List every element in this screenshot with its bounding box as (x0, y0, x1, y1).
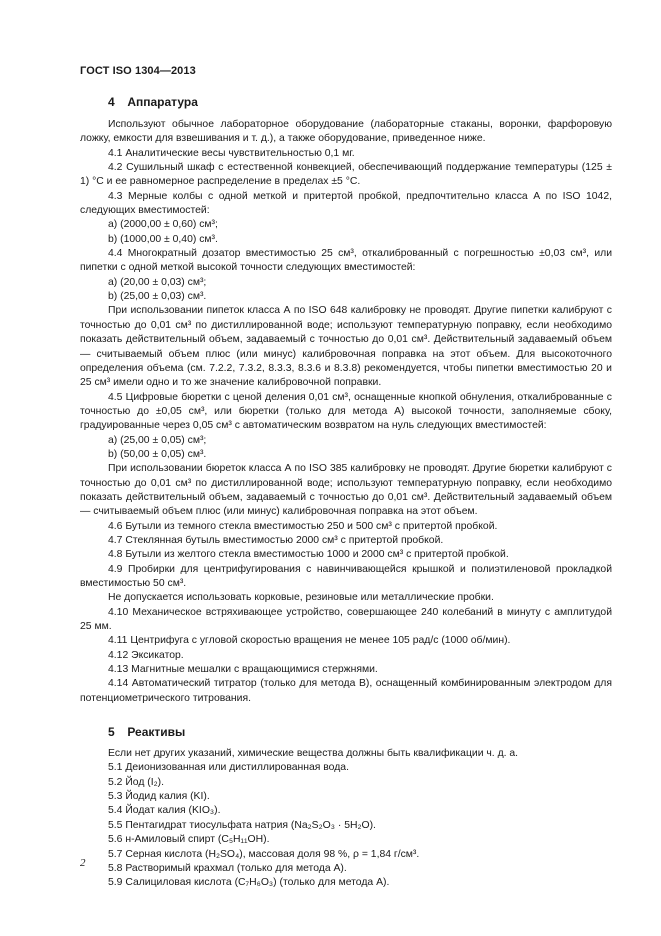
section-5-title: Реактивы (127, 725, 186, 740)
section-4-paragraph: b) (25,00 ± 0,03) см³. (108, 291, 207, 303)
section-5-paragraph: 5.9 Салициловая кислота (C₇H₆O₃) (только для метода А). (108, 877, 390, 889)
section-4-paragraph: 4.13 Магнитные мешалки с вращающимися стержнями. (108, 664, 378, 676)
section-5-body (80, 747, 612, 890)
section-5-number: 5 (108, 725, 115, 740)
section-5-paragraph: 5.8 Растворимый крахмал (только для метода А). (108, 862, 347, 874)
section-4-paragraph: 4.3 Мерные колбы с одной меткой и притертой пробкой, предпочтительно класса А по ISO 1042, следующих вместимостей: (80, 190, 612, 217)
section-4-paragraph: 4.2 Сушильный шкаф с естественной конвекцией, обеспечивающий поддержание температуры (125 ± 1) °С и ее равномерное распределение в пределах ±5 °С. (80, 162, 612, 188)
section-4-paragraph: 4.1 Аналитические весы чувствительностью 0,1 мг. (108, 147, 355, 159)
section-4-paragraph: Не допускается использовать корковые, резиновые или металлические пробки. (108, 592, 494, 604)
section-5-heading (80, 724, 612, 740)
section-4-number: 4 (108, 95, 115, 109)
section-4-paragraph: 4.7 Стеклянная бутыль вместимостью 2000 см³ с притертой пробкой. (108, 534, 444, 546)
section-5-paragraph: 5.3 Йодид калия (KI). (108, 791, 210, 803)
section-4-body (80, 118, 612, 706)
section-4-paragraph: 4.5 Цифровые бюретки с ценой деления 0,01 см³, оснащенные кнопкой обнуления, откалиброванные с точностью до ±0,05 см³, или бюретки (только для метода А) высокой точности, заполняемые сбоку, градуированные через 0,05 см³ с автоматическим возвратом на нуль следующих вместимостей: (80, 391, 612, 432)
section-4-paragraph: При использовании бюреток класса А по ISO 385 калибровку не проводят. Другие бюретки калибруют с точностью до 0,01 см³ по дистиллированной воде; используют температурную поправку, если необходимо показать действительный объем, задаваемый с точностью до 0,01 см³. Действительный задаваемый объем — считываемый объем плюс (или минус) калибровочная поправка на этот объем. (80, 463, 612, 518)
section-4-paragraph: а) (2000,00 ± 0,60) см³; (108, 219, 218, 231)
section-4-paragraph: b) (50,00 ± 0,05) см³. (108, 448, 207, 460)
section-5-paragraph: 5.5 Пентагидрат тиосульфата натрия (Na₂S₂O₃ · 5H₂O). (108, 819, 376, 831)
section-4-paragraph: а) (25,00 ± 0,05) см³; (108, 434, 207, 446)
section-4-title: Аппаратура (127, 95, 198, 109)
section-5-paragraph: 5.4 Йодат калия (KIO₃). (108, 805, 221, 817)
section-4-paragraph: 4.11 Центрифуга с угловой скоростью вращения не менее 105 рад/с (1000 об/мин). (108, 635, 511, 647)
section-4-paragraph: Используют обычное лабораторное оборудование (лабораторные стаканы, воронки, фарфоровую ложку, емкости для взвешивания и т. д.), а также оборудование, приведенное ниже. (80, 119, 612, 145)
section-5-paragraph: 5.6 н-Амиловый спирт (C₅H₁₁OH). (108, 834, 270, 846)
section-4-paragraph: При использовании пипеток класса А по ISO 648 калибровку не проводят. Другие пипетки калибруют с точностью до 0,01 см³ по дистиллированной воде; используют температурную поправку, если необходимо показать действительный объем, задаваемый с точностью до 0,01 см³. Действительный задаваемый объем — считываемый объем плюс (или минус) калибровочная поправка на этот объем. Для высокоточного определения объема (см. 7.2.2, 7.3.2, 8.3.3, 8.3.6 и 8.3.8) рекомендуется, чтобы пипетки вместимостью 20 и 25 см³ имели одно и то же значение калибровочной поправки. (80, 305, 612, 389)
page-content (80, 94, 612, 891)
section-4-paragraph: 4.12 Эксикатор. (108, 649, 184, 661)
section-4-paragraph: 4.6 Бутыли из темного стекла вместимостью 250 и 500 см³ с притертой пробкой. (108, 520, 498, 532)
section-4-paragraph: b) (1000,00 ± 0,40) см³. (108, 233, 218, 245)
section-4-paragraph: а) (20,00 ± 0,03) см³; (108, 276, 207, 288)
section-4-paragraph: 4.14 Автоматический титратор (только для метода В), оснащенный комбинированным электродом для потенциометрического титрования. (80, 678, 612, 704)
section-4-paragraph: 4.8 Бутыли из желтого стекла вместимостью 1000 и 2000 см³ с притертой пробкой. (108, 549, 509, 561)
section-5-paragraph: 5.1 Деионизованная или дистиллированная вода. (108, 762, 349, 774)
section-4-paragraph: 4.4 Многократный дозатор вместимостью 25 см³, откалиброванный с погрешностью ±0,03 см³, или пипетки с одной меткой высокой точности следующих вместимостей: (80, 248, 612, 274)
page-number: 2 (80, 857, 86, 869)
section-4-heading (80, 94, 612, 110)
section-5-paragraph: 5.2 Йод (I₂). (108, 776, 165, 788)
section-4-paragraph: 4.10 Механическое встряхивающее устройство, совершающее 240 колебаний в минуту с амплитудой 25 мм. (80, 606, 612, 633)
document-header: ГОСТ ISO 1304—2013 (80, 65, 196, 77)
section-5-paragraph: 5.7 Серная кислота (H₂SO₄), массовая доля 98 %, ρ = 1,84 г/см³. (108, 848, 420, 860)
section-5-paragraph: Если нет других указаний, химические вещества должны быть квалификации ч. д. а. (108, 748, 519, 760)
section-4-paragraph: 4.9 Пробирки для центрифугирования с навинчивающейся крышкой и полиэтиленовой прокладкой вместимостью 50 см³. (80, 563, 612, 589)
